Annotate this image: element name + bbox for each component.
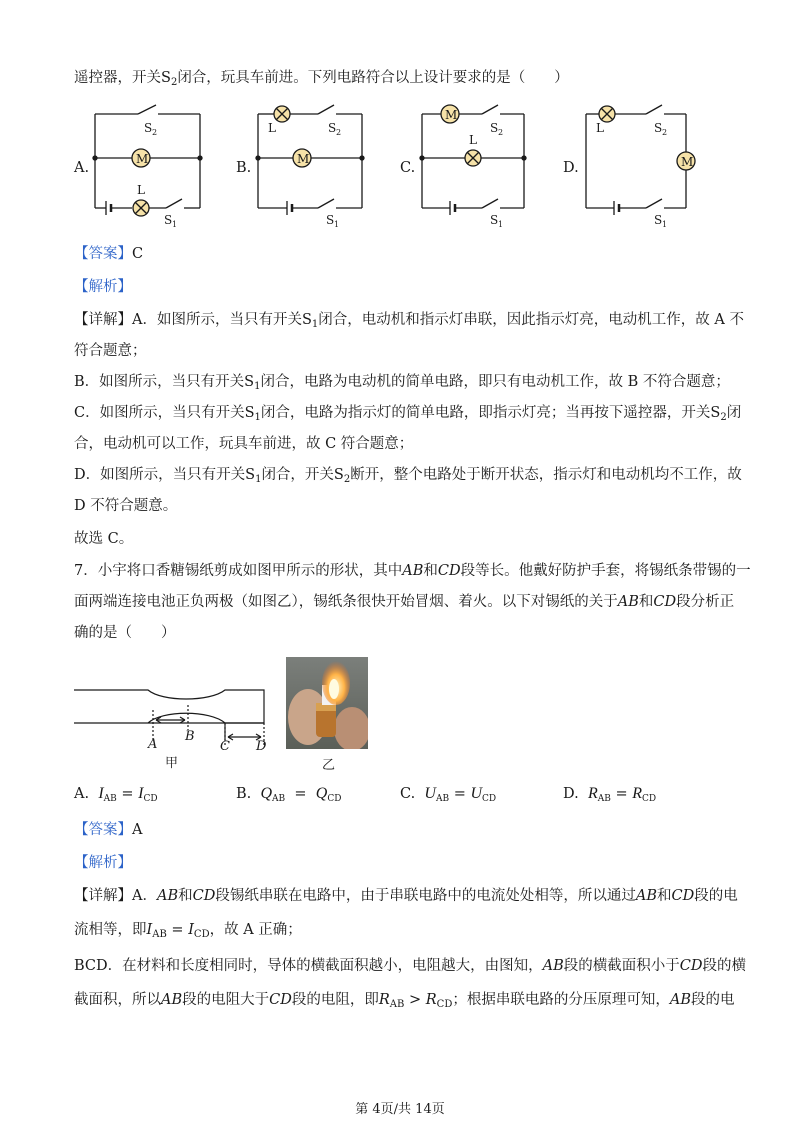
- circuit-a-motor-label: M: [136, 152, 149, 166]
- figure-yi-caption: 乙: [322, 758, 336, 773]
- q6-analysis-tag: 【解析】: [74, 279, 132, 295]
- circuit-option-a-label: A.: [74, 160, 90, 176]
- q7-option-d: D. $R_{AB} = R_{CD}$: [563, 785, 657, 804]
- circuit-a-s1-label: S: [164, 213, 173, 227]
- q6-conclusion: 故选 C。: [74, 531, 134, 547]
- circuit-c-s1-sub: 1: [498, 220, 504, 229]
- circuit-c-s2-label: S: [490, 121, 499, 135]
- circuit-b-lamp-label: L: [268, 121, 276, 135]
- q6-detail-line-6: D．如图所示，当只有开关$S_1$闭合，开关$S_2$断开，整个电路处于断开状态，指示灯和电动机均不工作，故: [74, 467, 742, 485]
- q7-detail-line-1: 【详解】A．AB和CD段锡纸串联在电路中，由于串联电路中的电流处处相等，所以通过AB和CD段的电: [74, 888, 738, 904]
- q7-answer: 【答案】A: [74, 822, 143, 838]
- circuit-b-s2-label: S: [328, 121, 337, 135]
- q7-detail-line-3: BCD．在材料和长度相同时，导体的横截面积越小，电阻越大，由图知，AB段的横截面积小于CD段的横: [74, 958, 747, 974]
- circuit-d-s2-label: S: [654, 121, 663, 135]
- circuit-b-s1-sub: 1: [334, 220, 340, 229]
- q7-analysis-tag: 【解析】: [74, 855, 132, 871]
- circuit-option-d-label: D.: [563, 160, 579, 176]
- circuit-a-s2-sub: 2: [152, 128, 158, 137]
- q7-detail-line-2: 流相等，即$I_{AB} = I_{CD}$，故 A 正确；: [74, 922, 302, 940]
- q7-option-c: C. $U_{AB} = U_{CD}$: [400, 785, 497, 804]
- q6-detail-line-5: 合，电动机可以工作，玩具车前进，故 C 符合题意；: [74, 436, 414, 452]
- foil-label-a: A: [148, 737, 158, 752]
- figure-jia-caption: 甲: [165, 756, 179, 771]
- answer-tag: 【答案】: [74, 246, 132, 262]
- q7-detail-line-4: 截面积，所以AB段的电阻大于CD段的电阻，即$R_{AB} > R_{CD}$；根据串联电路的分压原理可知，AB段的电: [74, 992, 735, 1010]
- circuit-option-c-label: C.: [400, 160, 416, 176]
- q7-stem-line-3: 确的是（ ）: [74, 625, 176, 641]
- answer-tag: 【答案】: [74, 822, 132, 838]
- q6-detail-line-7: D 不符合题意。: [74, 498, 178, 514]
- q6-answer: 【答案】C: [74, 246, 144, 262]
- circuit-a: [93, 105, 202, 229]
- circuit-diagrams: [0, 96, 800, 236]
- q6-detail-line-1: 【详解】A．如图所示，当只有开关$S_1$闭合，电动机和指示灯串联，因此指示灯亮，电动机工作，故 A 不: [74, 312, 744, 330]
- circuit-b-motor-label: M: [297, 152, 310, 166]
- burning-foil-photo: [286, 657, 368, 749]
- foil-label-d: D: [256, 739, 267, 754]
- page-footer: 第 4页/共 14页: [355, 1102, 445, 1117]
- circuit-a-lamp-label: L: [137, 183, 145, 197]
- q6-stem-tail: 遥控器，开关$S_2$闭合，玩具车前进。下列电路符合以上设计要求的是（ ）: [74, 70, 569, 88]
- circuit-c-lamp-label: L: [469, 133, 477, 147]
- circuit-d-s1-sub: 1: [662, 220, 668, 229]
- q7-stem-line-1: 7．小宇将口香糖锡纸剪成如图甲所示的形状，其中AB和CD段等长。他戴好防护手套，将锡纸条带锡的一: [74, 563, 751, 579]
- circuit-c-s2-sub: 2: [498, 128, 504, 137]
- q7-option-b: B. $Q_{AB} = Q_{CD}$: [236, 785, 342, 804]
- circuit-option-b-label: B.: [236, 160, 252, 176]
- circuit-d-s2-sub: 2: [662, 128, 668, 137]
- circuit-d-s1-label: S: [654, 213, 663, 227]
- circuit-c: [420, 105, 526, 229]
- q6-detail-line-3: B．如图所示，当只有开关$S_1$闭合，电路为电动机的简单电路，即只有电动机工作，故 B 不符合题意；: [74, 374, 730, 392]
- circuit-a-s2-label: S: [144, 121, 153, 135]
- circuit-a-s1-sub: 1: [172, 220, 178, 229]
- foil-label-c: C: [220, 739, 230, 754]
- circuit-d-motor-label: M: [681, 155, 694, 169]
- circuit-d: [586, 105, 695, 229]
- circuit-d-lamp-label: L: [596, 121, 604, 135]
- circuit-b-s1-label: S: [326, 213, 335, 227]
- q6-detail-line-2: 符合题意；: [74, 343, 147, 359]
- circuit-b: [256, 105, 364, 229]
- foil-strip-figure: [70, 680, 270, 800]
- foil-label-b: B: [185, 729, 195, 744]
- q6-detail-line-4: C．如图所示，当只有开关$S_1$闭合，电路为指示灯的简单电路，即指示灯亮；当再按下遥控器，开关$S_2$闭: [74, 405, 742, 423]
- q7-stem-line-2: 面两端连接电池正负两极（如图乙），锡纸条很快开始冒烟、着火。以下对锡纸的关于AB和CD段分析正: [74, 594, 735, 610]
- q7-option-a: A. $I_{AB} = I_{CD}$: [74, 785, 158, 804]
- circuit-c-motor-label: M: [445, 108, 458, 122]
- circuit-c-s1-label: S: [490, 213, 499, 227]
- circuit-b-s2-sub: 2: [336, 128, 342, 137]
